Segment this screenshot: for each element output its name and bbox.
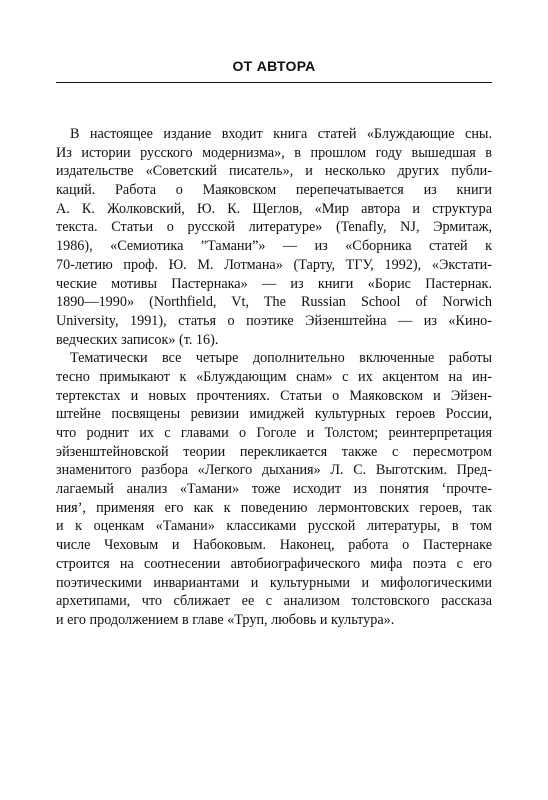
text-line: что роднит их с главами о Гоголе и Толстом; реинтерпретация (56, 425, 492, 441)
text-line: Из истории русского модернизма», в прошлом году вышедшая в (56, 144, 492, 161)
paragraph-1 (56, 125, 492, 349)
text-line: издательстве «Советский писатель», и несколько других публи- (56, 163, 492, 180)
page-heading: ОТ АВТОРА (232, 58, 316, 74)
text-line: 70-летию проф. Ю. М. Лотмана» (Тарту, ТГУ, 1992), «Экстати- (56, 256, 492, 273)
text-line: штейне посвящены ревизии имиджей культурных героев России, (56, 406, 492, 423)
body-text (56, 125, 492, 630)
text-line: строится на соотнесении автобиографического мифа поэта с его (56, 555, 492, 572)
text-line: тертекстах и новых прочтениях. Статьи о Маяковском и Эйзен- (56, 387, 492, 404)
text-line: и к оценкам «Тамани» классиками русской литературы, в том (56, 518, 492, 535)
text-line: числе Чеховым и Набоковым. Наконец, работа о Пастернаке (56, 537, 492, 554)
heading-rule (56, 82, 492, 83)
text-line: эйзенштейновской теории перекликается также с пересмотром (56, 443, 492, 460)
text-line: Тематически все четыре дополнительно включенные работы (70, 350, 492, 367)
text-line: University, 1991), статья о поэтике Эйзенштейна — из «Кино- (56, 312, 492, 329)
text-line: 1890—1990» (Northfield, Vt, The Russian School of Norwich (56, 294, 492, 311)
text-line: ведческих записок» (т. 16). (56, 331, 219, 348)
text-line: В настоящее издание входит книга статей «Блуждающие сны. (70, 126, 492, 142)
text-line: тесно примыкают к «Блуждающим снам» с их акцентом на ин- (56, 368, 492, 385)
text-line: поэтическими инвариантами и культурными и мифологическими (56, 574, 492, 591)
text-line: лагаемый анализ «Тамани» тоже исходит из понятия ‘прочте- (56, 481, 492, 498)
text-line: текста. Статьи о русской литературе» (Tenafly, NJ, Эрмитаж, (56, 219, 492, 236)
text-line: 1986), «Семиотика ”Тамани”» — из «Сборника статей к (56, 238, 492, 255)
text-line: каций. Работа о Маяковском перепечатывается из книги (56, 182, 492, 199)
text-line: и его продолжением в главе «Труп, любовь и культура». (56, 611, 395, 628)
text-line: знаменитого разбора «Легкого дыхания» Л. С. Выготским. Пред- (56, 462, 492, 479)
text-line: архетипами, что сближает ее с анализом толстовского рассказа (56, 593, 492, 610)
text-line: ния’, применяя его как к поведению лермонтовских героев, так (56, 499, 492, 516)
text-line: А. К. Жолковский, Ю. К. Щеглов, «Мир автора и структура (56, 200, 492, 217)
paragraph-2 (56, 349, 492, 629)
text-line: ческие мотивы Пастернака» — из книги «Борис Пастернак. (56, 275, 492, 292)
